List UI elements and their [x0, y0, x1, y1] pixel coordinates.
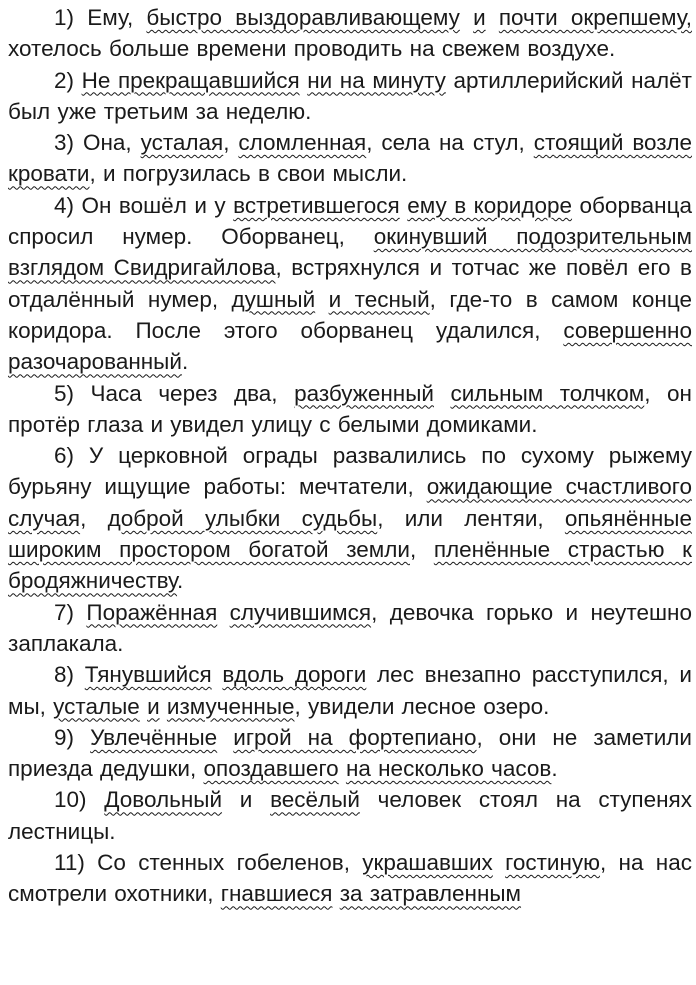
- underlined-phrase: разбуженный: [294, 380, 434, 406]
- text-run: хотелось больше времени проводить на свежем воздухе.: [8, 36, 616, 62]
- underlined-phrase: за затравленным: [339, 881, 522, 907]
- paragraph-9: [8, 722, 692, 785]
- underlined-phrase: Довольный: [104, 787, 223, 813]
- underlined-phrase: гнавшиеся: [220, 881, 333, 907]
- text-run: [160, 694, 167, 719]
- underlined-phrase: случившимся: [229, 599, 372, 625]
- text-run: [460, 5, 473, 30]
- text-run: .: [177, 568, 184, 594]
- underlined-phrase: игрой на фортепиано: [233, 724, 477, 750]
- text-run: [493, 850, 505, 875]
- text-run: [212, 662, 223, 687]
- text-run: 5) Часа через два,: [54, 380, 295, 406]
- text-run: 3) Она,: [54, 130, 141, 156]
- underlined-phrase: украшавших: [362, 850, 493, 876]
- text-run: лес внезапно расступился, и мы,: [8, 662, 692, 719]
- underlined-phrase: ни на минуту: [307, 67, 446, 93]
- paragraph-8: [8, 659, 692, 722]
- text-run: , он протёр глаза и увидел улицу с белыми домиками.: [8, 380, 692, 437]
- underlined-phrase: Увлечённые: [90, 724, 218, 750]
- paragraph-2: [8, 65, 692, 128]
- text-run: [315, 287, 328, 312]
- paragraph-11: [8, 847, 692, 910]
- text-run: 1) Ему,: [54, 5, 147, 30]
- underlined-phrase: Поражённая: [86, 599, 218, 625]
- text-run: ,: [223, 130, 239, 156]
- text-run: 6) У церковной ограды развалились по сухому рыжему бурьяну ищущие работы: мечтатели,: [8, 443, 692, 500]
- text-run: ,: [409, 537, 434, 563]
- underlined-phrase: совершенно разочарованный: [8, 317, 692, 375]
- text-run: [140, 694, 147, 719]
- underlined-phrase: доброй улыбки судьбы: [107, 505, 378, 531]
- text-run: 4) Он вошёл и у: [54, 192, 234, 218]
- text-run: .: [181, 349, 189, 375]
- paragraph-3: [8, 127, 692, 190]
- underlined-phrase: опоздавшего: [203, 756, 339, 782]
- underlined-phrase: душный: [231, 286, 316, 312]
- underlined-phrase: почти окрепшему,: [498, 5, 692, 30]
- paragraph-4: [8, 190, 692, 378]
- text-run: и: [222, 787, 271, 813]
- text-run: 7): [54, 599, 87, 625]
- text-run: .: [551, 756, 558, 782]
- underlined-phrase: на несколько часов: [345, 756, 552, 782]
- paragraph-1: [8, 2, 692, 65]
- text-run: , села на стул,: [366, 130, 534, 156]
- text-run: человек стоял на ступенях лестницы.: [8, 787, 692, 844]
- text-run: артиллерийский налёт был уже третьим за неделю.: [8, 67, 692, 124]
- text-run: 9): [54, 724, 91, 750]
- underlined-phrase: окинувший подозрительным взглядом Свидригайлова: [8, 224, 692, 281]
- text-run: , где-то в самом конце коридора. После этого оборванец удалился,: [8, 286, 692, 343]
- underlined-phrase: вдоль дороги: [222, 662, 367, 688]
- text-run: , на нас смотрели охотники,: [8, 850, 692, 907]
- paragraph-6: [8, 440, 692, 596]
- underlined-phrase: усталая: [140, 130, 224, 156]
- text-run: ,: [80, 505, 108, 531]
- underlined-phrase: Тянувшийся: [84, 662, 212, 688]
- text-run: 11) Со стенных гобеленов,: [54, 850, 363, 876]
- text-run: [339, 756, 346, 781]
- text-run: [486, 5, 499, 30]
- paragraph-10: [8, 784, 692, 847]
- text-run: 10): [54, 787, 105, 813]
- text-run: , или лентяи,: [377, 505, 565, 531]
- underlined-phrase: Не прекращавшийся: [81, 67, 300, 93]
- text-run: , они не заметили приезда дедушки,: [8, 724, 692, 782]
- underlined-phrase: опьянённые широким простором богатой земли: [8, 505, 692, 563]
- underlined-phrase: весёлый: [270, 787, 360, 813]
- text-run: , девочка горько и неутешно заплакала.: [8, 599, 692, 656]
- underlined-phrase: и: [473, 5, 486, 30]
- underlined-phrase: и: [147, 693, 160, 719]
- underlined-phrase: быстро выздоравливающему: [146, 5, 460, 30]
- underlined-phrase: гостиную: [505, 850, 601, 876]
- text-run: [434, 381, 451, 406]
- underlined-phrase: ожидающие счастливого случая: [8, 474, 692, 531]
- text-run: 2): [54, 67, 82, 93]
- underlined-phrase: усталые: [53, 693, 140, 719]
- paragraph-5: [8, 378, 692, 441]
- text-run: [217, 725, 233, 750]
- underlined-phrase: сломленная: [238, 130, 367, 156]
- text-run: 8): [54, 662, 85, 688]
- text-run: [217, 600, 229, 625]
- text-run: , увидели лесное озеро.: [294, 693, 550, 719]
- underlined-phrase: измученные: [166, 693, 295, 719]
- underlined-phrase: стоящий возле кровати: [8, 130, 692, 187]
- underlined-phrase: ему в коридоре: [407, 192, 573, 218]
- underlined-phrase: и тесный: [328, 286, 430, 312]
- underlined-phrase: сильным толчком: [450, 380, 645, 406]
- underlined-phrase: пленённые страстью к бродяжничеству: [8, 537, 692, 594]
- text-run: оборванца спросил нумер. Оборванец,: [8, 192, 692, 250]
- text-run: [332, 881, 339, 906]
- text-run: , и погрузилась в свои мысли.: [89, 161, 408, 187]
- underlined-phrase: встретившегося: [233, 192, 400, 218]
- paragraph-7: [8, 597, 692, 660]
- text-run: , встряхнулся и тотчас же повёл его в отдалённый нумер,: [8, 255, 692, 312]
